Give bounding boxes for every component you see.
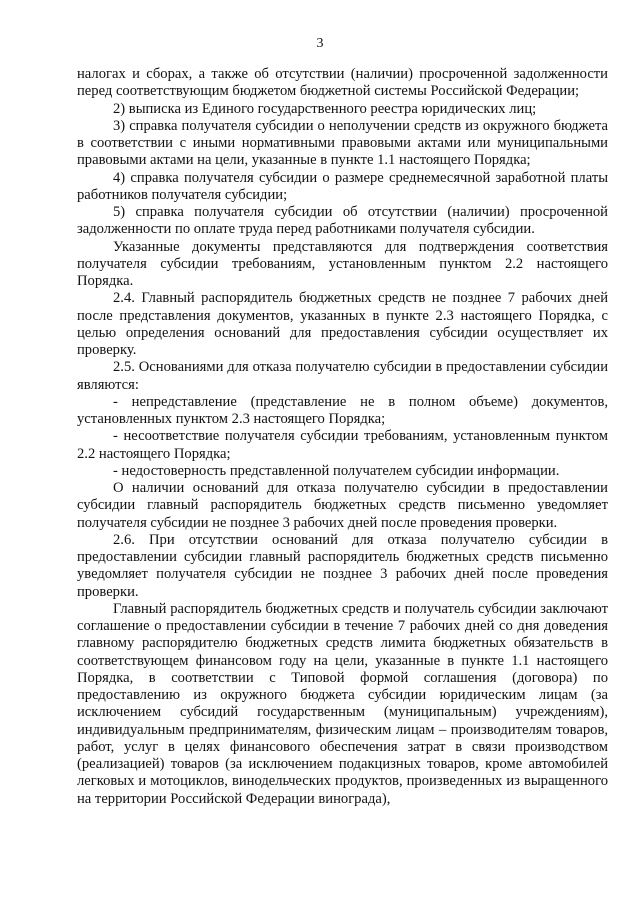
refusal-ground-3: - недостоверность представленной получателем субсидии информации. [113, 462, 560, 479]
list-item-2: 2) выписка из Единого государственного реестра юридических лиц; [113, 100, 537, 117]
clause-2-4: 2.4. Главный распорядитель бюджетных средств не позднее 7 рабочих дней после представления документов, указанных в пункте 2.3 настоящего Порядка, с целью определения оснований для предоставления субсидии осуществляет их проверку. [77, 290, 608, 358]
list-item-5: 5) справка получателя субсидии об отсутствии (наличии) просроченной задолженности по оплате труда перед работниками получателя субсидии. [77, 204, 608, 238]
paragraph-continuation: налогах и сборах, а также об отсутствии (наличии) просроченной задолженности перед соответствующим бюджетом бюджетной системы Российской Федерации; [77, 66, 608, 100]
document-body [77, 66, 608, 808]
paragraph-agreement: Главный распорядитель бюджетных средств и получатель субсидии заключают соглашение о предоставлении субсидии в течение 7 рабочих дней со дня доведения главному распорядителю бюджетных средств лимита бюджетных обязательств в соответствующем финансовом году на цели, указанные в пункте 1.1 настоящего Порядка, в соответствии с Типовой формой соглашения (договора) по предоставлению из окружного бюджета субсидии юридическим лицам (за исключением субсидий государственным (муниципальным) учреждениям), индивидуальным предпринимателям, физическим лицам – производителям товаров, работ, услуг в целях финансового обеспечения затрат в связи производством (реализацией) товаров (за исключением подакцизных товаров, кроме автомобилей легковых и мотоциклов, винодельческих продуктов, произведенных из выращенного на территории Российской Федерации винограда), [77, 600, 608, 807]
page-number: 3 [316, 36, 324, 51]
paragraph-documents-purpose: Указанные документы представляются для подтверждения соответствия получателя субсидии требованиям, установленным пунктом 2.2 настоящего Порядка. [77, 238, 608, 289]
refusal-ground-1: - непредставление (представление не в полном объеме) документов, установленных пунктом 2.3 настоящего Порядка; [77, 393, 608, 427]
paragraph-refusal-notice: О наличии оснований для отказа получателю субсидии в предоставлении субсидии главный распорядитель бюджетных средств письменно уведомляет получателя субсидии не позднее 3 рабочих дней после проведения проверки. [77, 480, 608, 531]
refusal-ground-2: - несоответствие получателя субсидии требованиям, установленным пунктом 2.2 настоящего Порядка; [77, 428, 608, 462]
list-item-4: 4) справка получателя субсидии о размере среднемесячной заработной платы работников получателя субсидии; [77, 169, 608, 203]
list-item-3: 3) справка получателя субсидии о неполучении средств из окружного бюджета в соответствии с иными нормативными правовыми актами или муниципальными правовыми актами на цели, указанные в пункте 1.1 настоящего Порядка; [77, 117, 608, 169]
clause-2-5: 2.5. Основаниями для отказа получателю субсидии в предоставлении субсидии являются: [77, 359, 608, 393]
clause-2-6: 2.6. При отсутствии оснований для отказа получателю субсидии в предоставлении субсидии главный распорядитель бюджетных средств письменно уведомляет получателя субсидии не позднее 3 рабочих дней после проведения проверки. [77, 531, 608, 600]
